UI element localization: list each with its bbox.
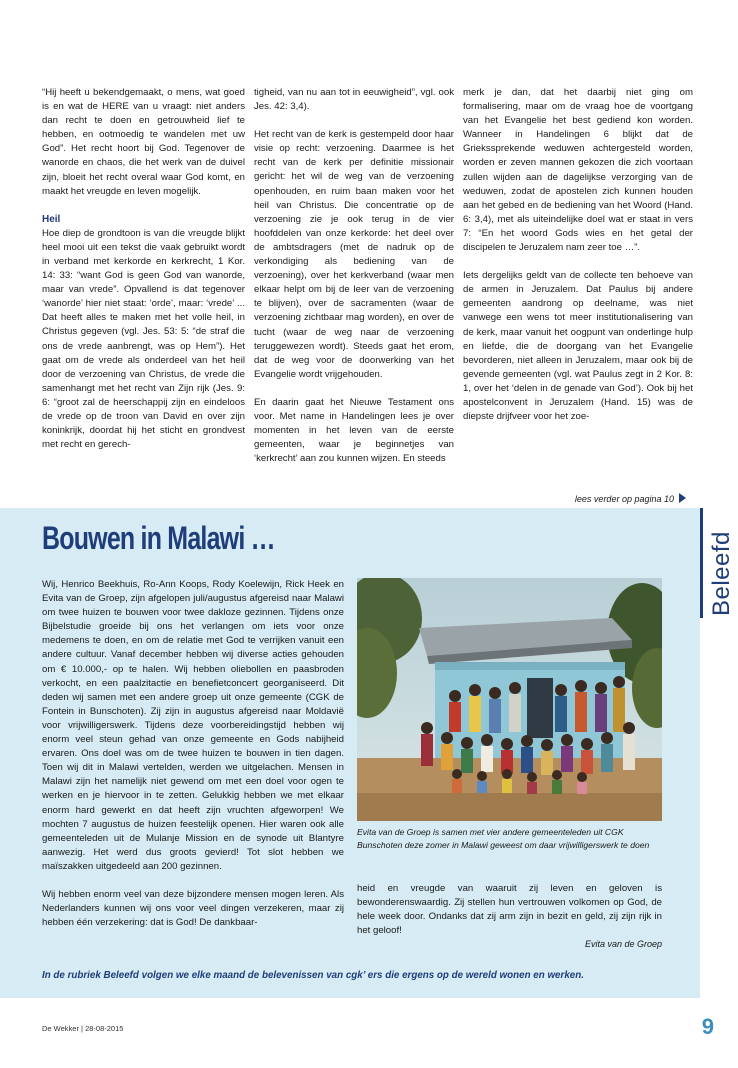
paragraph: Hoe diep de grondtoon is van die vreugde blijkt heel mooi uit een tekst die vaak gebruikt wordt in verband met kerkorde en kerkrecht, 1 Kor. 14: 33: “want God is geen God van wanorde, maar van vrede”. Opvallend is dat tegenover ‘wanorde’ hier niet staat: ‘orde’, maar: ‘vrede’ ... Dat heeft alles te maken met het volle heil, in Christus gegeven (vgl. Jes. 53: 5: “de straf die ons de vrede aanbrengt, was op Hem”). Het gaat om de vrede als onderdeel van het heil door de verzoening van Christus, de vrede die samenhangt met het recht van Zijn rijk (Jes. 9: 6: “groot zal de heerschappij zijn en eindeloos de vrede op de troon van David en over zijn koninkrijk, doordat hij het sticht en grondvest met recht en gerech-: [42, 227, 245, 451]
paragraph: Wij, Henrico Beekhuis, Ro-Ann Koops, Rody Koelewijn, Rick Heek en Evita van de Groep, zijn afgelopen juli/augustus afgereisd naar Malawi om twee huizen te bouwen voor twee dakloze gezinnen. Tijdens onze Bijbelstudie groeide bij ons het verlangen om iets voor onze medemens te doen, en om de relatie met God te verrijken vanuit een andere cultuur. Vanaf december hebben wij diverse acties gehouden om € 10.000,- op te halen. Wij hebben oliebollen en paasbroden verkocht, en een paalzitactie en benefietconcert georganiseerd. Dit deden wij samen met een andere groep uit onze gemeente (CGK de Fontein in Bunschoten). Zij zijn in augustus afgereisd naar Moldavië voor vrijwilligerswerk. Tijdens deze voorbereidingstijd hebben wij enorm veel steun gehad van onze gemeente en Gods nabijheid ervaren. Ons doel was om de twee huizen te bouwen in tien dagen. Toen wij dit in Malawi vertelden, werden we uitgelachen. Mensen in Malawi zijn het namelijk niet gewend om met een doel voor ogen te werken en je hiervoor in te zetten. Gelukkig hebben we met elkaar enorm hard gewerkt en dat heeft zijn vruchten afgeworpen! We mochten 7 augustus de huizen feestelijk openen. Hier waren ook alle gemeenteleden uit de Mulanje Mission en de synode uit Blantyre aanwezig. Het werd dus groots gevierd! Tot slot hebben we maïszakken uitgedeeld aan 200 gezinnen.: [42, 579, 344, 872]
section-tab-bar: [700, 508, 703, 618]
article-left-column: [42, 578, 344, 944]
text-column-2: [254, 86, 454, 480]
paragraph: En daarin gaat het Nieuwe Testament ons voor. Met name in Handelingen lees je over momenten in het leven van de eerste gemeenten, waar je beginnetjes van ‘kerkrecht’ aan zou kunnen wijzen. En steeds: [254, 396, 454, 465]
continue-link[interactable]: [575, 493, 686, 504]
group-photo-illustration: [357, 578, 662, 821]
paragraph: Het recht van de kerk is gestempeld door haar visie op recht: verzoening. Daarmee is het recht van de kerk per definitie missionair gericht: het wil de weg van de verzoening openhouden, en ruim baan maken voor het heil van Christus. Die concentratie op de verzoening zie je ook terug in de vier hoofddelen van onze kerkorde: het deel over de ambtsdragers (met de nadruk op de verkondiging als bediening van de verzoening), over het kerkverband (waar men elkaar helpt om bij de leer van de verzoening te blijven), over de sacramenten (waar de verzoening zichtbaar mag worden), en over de tucht (waar de weg naar de verzoening teruggewezen wordt). Steeds gaat het erom, dat de weg voor de doorwerking van het Evangelie wordt vrijgehouden.: [254, 129, 454, 380]
section-heading-heil: Heil: [42, 213, 61, 225]
page-number: 9: [701, 1014, 714, 1039]
article-right-column: [357, 882, 662, 938]
continue-link-label: lees verder op pagina 10: [574, 494, 674, 504]
text-column-1: [42, 86, 245, 466]
publication-info: De Wekker | 28-08-2015: [42, 1024, 124, 1033]
paragraph: merk je dan, dat het daarbij niet ging om formalisering, maar om de vraag hoe de voortgang van het Evangelie het best gediend kon worden. Wanneer in Handelingen 6 blijkt dat de Griekssprekende weduwen achtergesteld worden, worden er zeven mannen gekozen die zich voortaan zullen wijden aan de dagelijkse verzorging van de weduwen, zodat de apostelen zich kunnen houden aan het gebed en de bediening van het Woord (Hand. 6: 3,4), met als uiteindelijke doel wat er staat in vers 7: “En het woord Gods wies en het getal der discipelen te Jeruzalem nam zeer toe …”.: [463, 87, 693, 254]
paragraph: “Hij heeft u bekendgemaakt, o mens, wat goed is en wat de HERE van u vraagt: niet anders dan recht te doen en getrouwheid lief te hebben, en ootmoedig te wandelen met uw God”. Het recht hoort bij God. Tegenover de wanorde en chaos, die het werk van de duivel zijn, bloeit het recht overal waar God komt, en maakt het vreugde en leven mogelijk.: [42, 87, 245, 197]
photo-caption: Evita van de Groep is samen met vier andere gemeenteleden uit CGK Bunschoten deze zomer in Malawi geweest om daar vrijwilligerswerk te doen: [357, 827, 650, 850]
section-tab-label: Beleefd: [708, 531, 735, 616]
paragraph: heid en vreugde van waaruit zij leven en geloven is bewonderenswaardig. Zij stellen hun vertrouwen volkomen op God, de hele week door. Ondanks dat zij arm zijn in bezit en geld, zij zijn rijk in het geloof!: [357, 883, 662, 937]
section-tab: [700, 508, 738, 618]
paragraph: Wij hebben enorm veel van deze bijzondere mensen mogen leren. Als Nederlanders kunnen wij ons voor veel dingen verzekeren, maar zij hebben één verzekering: dat is God! De dankbaar-: [42, 888, 344, 929]
paragraph: tigheid, van nu aan tot in eeuwigheid”, vgl. ook Jes. 42: 3,4).: [254, 87, 454, 113]
rubriek-note: In de rubriek Beleefd volgen we elke maand de belevenissen van cgk’ ers die ergens op de wereld wonen en werken.: [42, 970, 584, 981]
paragraph: Iets dergelijks geldt van de collecte ten behoeve van de armen in Jeruzalem. Dat Paulus bij andere gemeenten aandrong op deelname, was niet vanwege een wens tot meer institutionalisering van de kerk, maar vanuit het oogpunt van onderlinge hulp en liefde, die de doorgang van het Evangelie bevorderen, niet alleen in Jeruzalem, maar ook bij de gevende gemeenten (vgl. wat Paulus zegt in 2 Kor. 8: 1, over het ‘delen in de genade van God’). Ook bij het apostelconvent in Jeruzalem (Hand. 15) was de diepste drijfveer voor het zoe-: [463, 270, 693, 423]
article-title: Bouwen in Malawi …: [42, 520, 275, 556]
text-column-3: [463, 86, 693, 438]
article-author: Evita van de Groep: [584, 939, 662, 949]
arrow-right-icon: [679, 493, 686, 503]
group-photo: [357, 578, 662, 821]
